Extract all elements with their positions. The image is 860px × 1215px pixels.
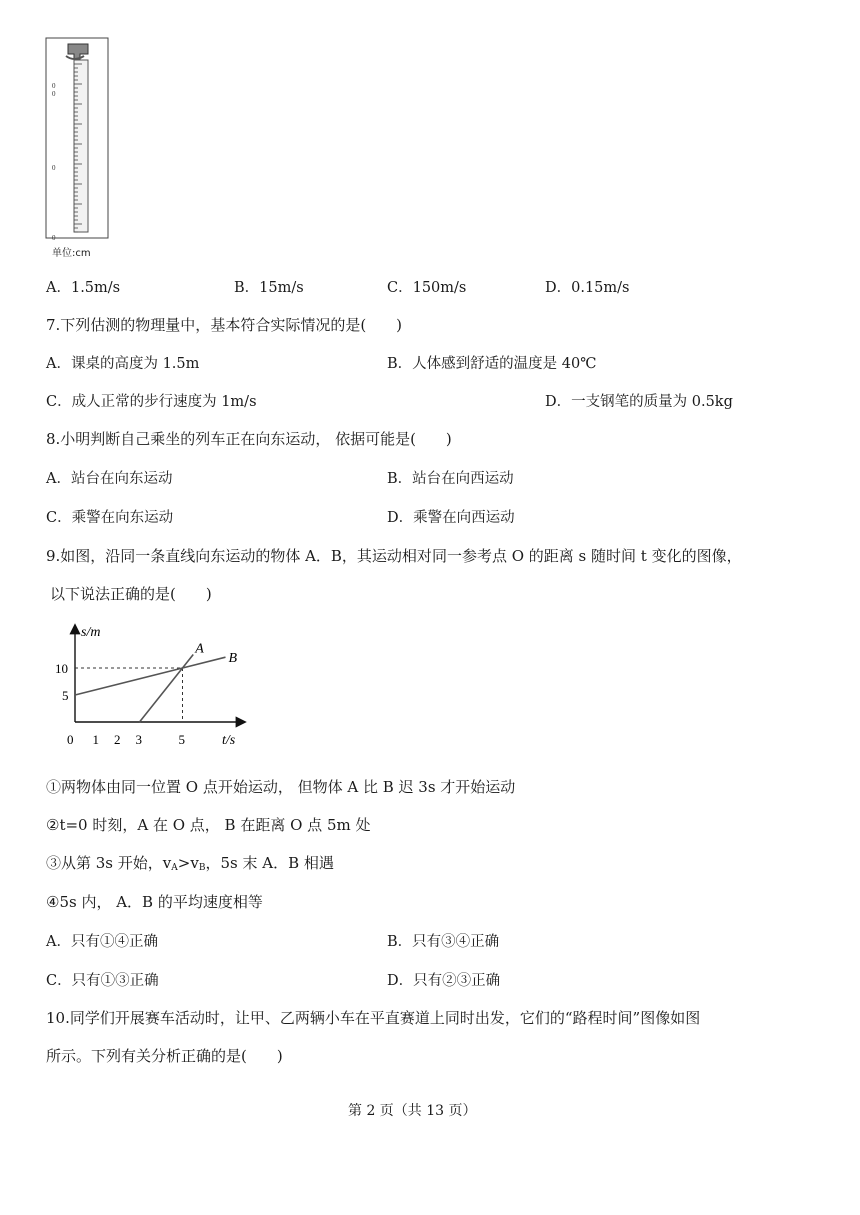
y-axis-label: s/m [81, 625, 101, 640]
q7-option-d[interactable]: D．一支钢笔的质量为 0.5kg [545, 394, 733, 410]
q9-option-b[interactable]: B．只有③④正确 [387, 934, 500, 950]
statement-3-prefix: ③从第 3s 开始， [46, 854, 163, 872]
q9-statement-2: ②t=0 时刻，A 在 O 点， B 在距离 O 点 5m 处 [46, 816, 371, 834]
y-tick-label: 10 [55, 661, 68, 676]
q8-option-b[interactable]: B．站台在向西运动 [387, 471, 514, 487]
q6-option-a[interactable]: A．1.5m/s [46, 280, 121, 296]
ruler-image [44, 36, 114, 264]
q9-statement-1: ①两物体由同一位置 O 点开始运动， 但物体 A 比 B 迟 3s 才开始运动 [46, 778, 516, 796]
svg-text:0: 0 [52, 164, 56, 172]
q9-option-c[interactable]: C．只有①③正确 [46, 973, 159, 989]
q9-option-a[interactable]: A．只有①④正确 [46, 934, 158, 950]
v-b-subscript: B [198, 863, 206, 873]
q10-stem-line1: 10.同学们开展赛车活动时，让甲、乙两辆小车在平直赛道上同时出发，它们的“路程时间”图像如图 [46, 1009, 701, 1027]
st-graph [50, 620, 260, 750]
greater-than: > [177, 854, 191, 872]
q8-option-a[interactable]: A．站台在向东运动 [46, 471, 173, 487]
q9-statement-4: ④5s 内， A．B 的平均速度相等 [46, 893, 263, 911]
x-axis-label: t/s [222, 733, 236, 748]
q6-option-c[interactable]: C．150m/s [387, 280, 467, 296]
series-line-a [140, 655, 194, 723]
q7-option-b[interactable]: B．人体感到舒适的温度是 40℃ [387, 356, 597, 372]
q7-option-a[interactable]: A．课桌的高度为 1.5m [46, 356, 200, 372]
x-tick-label: 2 [114, 732, 121, 747]
q9-statement-3 [46, 852, 334, 873]
q9-option-d[interactable]: D．只有②③正确 [387, 973, 501, 989]
q8-option-d[interactable]: D．乘警在向西运动 [387, 510, 515, 526]
q10-stem-line2: 所示。下列有关分析正确的是( ) [46, 1047, 283, 1065]
series-label-a: A [195, 641, 204, 657]
x-tick-label: 0 [67, 732, 74, 747]
q8-stem: 8.小明判断自己乘坐的列车正在向东运动， 依据可能是( ) [46, 430, 452, 448]
q7-stem: 7.下列估测的物理量中，基本符合实际情况的是( ) [46, 316, 403, 334]
y-tick-label: 5 [62, 688, 69, 703]
ruler-figure [44, 36, 114, 264]
statement-3-suffix: ，5s 末 A．B 相遇 [205, 854, 334, 872]
v-a: v [162, 854, 172, 872]
svg-text:0: 0 [52, 82, 56, 90]
page-footer: 第 2 页（共 13 页） [348, 1103, 477, 1119]
q6-option-b[interactable]: B．15m/s [234, 280, 304, 296]
x-tick-label: 3 [135, 732, 142, 747]
v-b: v [190, 854, 199, 872]
q6-option-d[interactable]: D．0.15m/s [545, 280, 630, 296]
svg-text:0: 0 [52, 90, 56, 98]
svg-text:0: 0 [52, 234, 56, 242]
x-tick-label: 1 [92, 732, 99, 747]
series-line-b [75, 657, 226, 695]
unit-label: 单位:cm [52, 248, 91, 259]
x-tick-label: 5 [178, 732, 185, 747]
q9-stem-line2: 以下说法正确的是( ) [50, 585, 212, 603]
series-label-b: B [228, 651, 238, 667]
q9-stem-line1: 9.如图，沿同一条直线向东运动的物体 A．B，其运动相对同一参考点 O 的距离 s 随时间 t 变化的图像， [46, 547, 742, 565]
v-a-subscript: A [171, 863, 178, 873]
q7-option-c[interactable]: C．成人正常的步行速度为 1m/s [46, 394, 257, 410]
q8-option-c[interactable]: C．乘警在向东运动 [46, 510, 174, 526]
